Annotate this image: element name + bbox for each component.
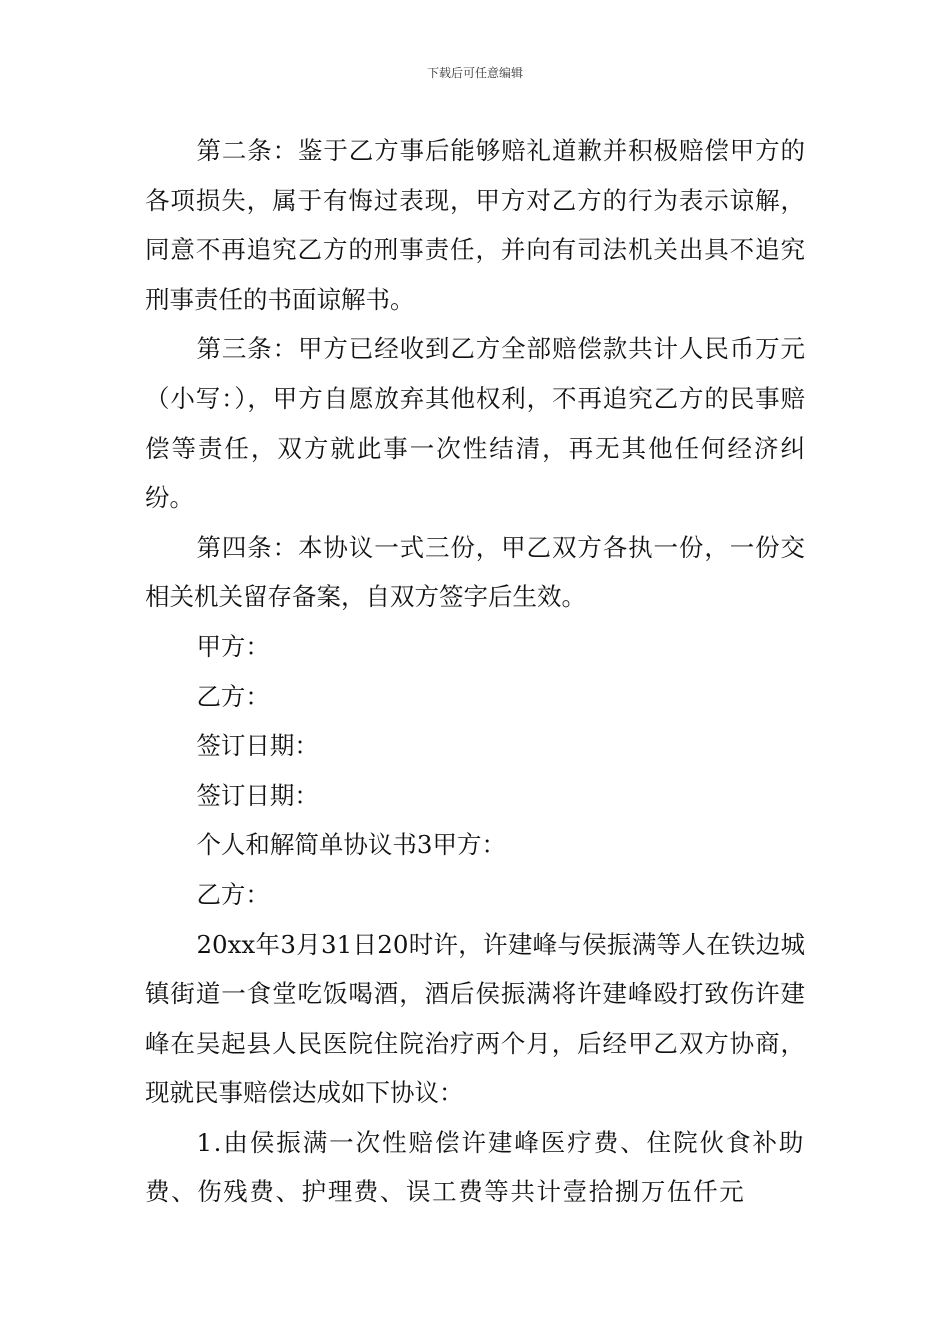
paragraph-article-3: 第三条：甲方已经收到乙方全部赔偿款共计人民币万元（小写：），甲方自愿放弃其他权利，不再追究乙方的民事赔偿等责任，双方就此事一次性结清，再无其他任何经济纠纷。	[145, 334, 805, 513]
agreement-3-party-b: 乙方：	[196, 879, 270, 909]
paragraph-article-4: 第四条：本协议一式三份，甲乙双方各执一份，一份交相关机关留存备案，自双方签字后生效。	[145, 532, 805, 612]
party-b-label: 乙方：	[196, 681, 270, 711]
party-a-label: 甲方：	[196, 631, 270, 661]
paragraph-article-2: 第二条：鉴于乙方事后能够赔礼道歉并积极赔偿甲方的各项损失，属于有悔过表现，甲方对乙方的行为表示谅解，同意不再追究乙方的刑事责任，并向有司法机关出具不追究刑事责任的书面谅解书。	[145, 136, 805, 314]
incident-description: 20xx年3月31日20时许，许建峰与侯振满等人在铁边城镇街道一食堂吃饭喝酒，酒后侯振满将许建峰殴打致伤许建峰在吴起县人民医院住院治疗两个月，后经甲乙双方协商，现就民事赔偿达成如下协议：	[145, 929, 805, 1108]
clause-1: 1.由侯振满一次性赔偿许建峰医疗费、住院伙食补助费、伤残费、护理费、误工费等共计壹拾捌万伍仟元	[145, 1127, 805, 1207]
header-note: 下载后可任意编辑	[426, 66, 523, 80]
signing-date-label: 签订日期：	[196, 731, 319, 761]
signing-date-label-2: 签订日期：	[196, 780, 319, 810]
document-body	[145, 126, 805, 1217]
agreement-3-title-party-a: 个人和解简单协议书3甲方：	[196, 830, 507, 860]
